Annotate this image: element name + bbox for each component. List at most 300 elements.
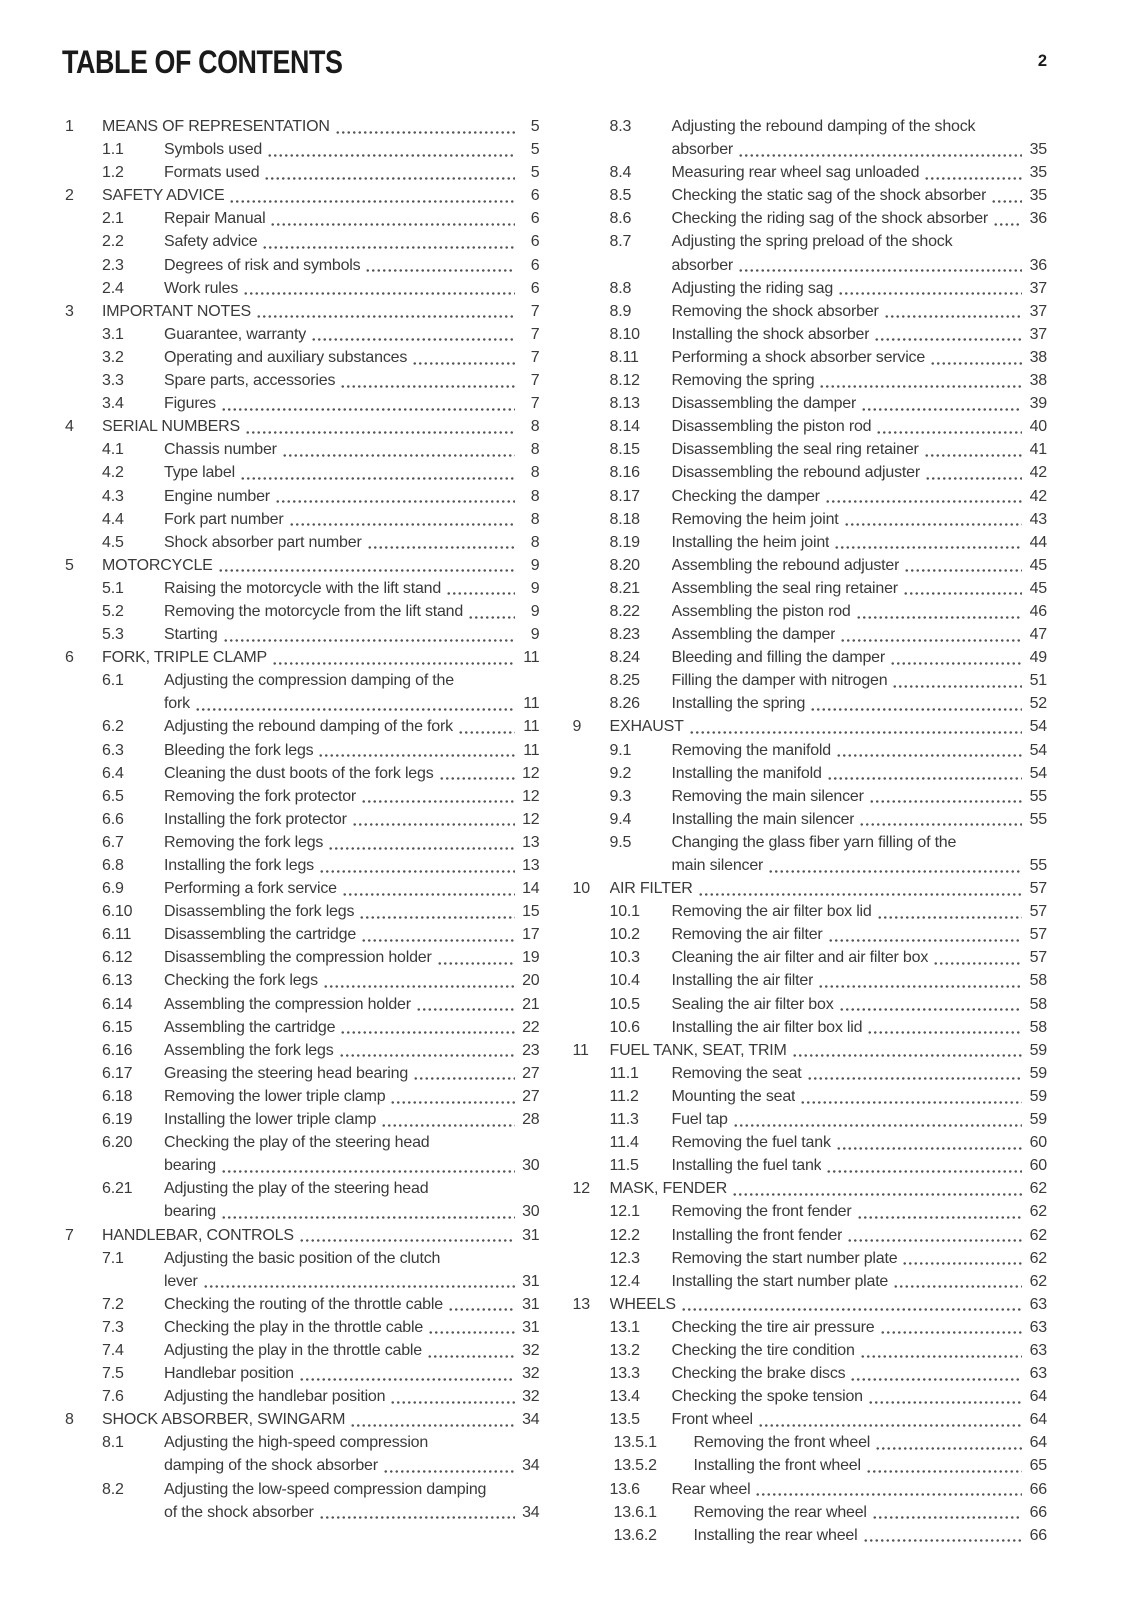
toc-entry-number: 13.5.2: [613, 1457, 657, 1475]
toc-entry-number: 4.4: [102, 510, 124, 528]
toc-entry: [62, 1039, 540, 1062]
toc-entry-lastline: [672, 1362, 1048, 1385]
dot-leader: [880, 1330, 1023, 1335]
toc-entry-number: 6.6: [102, 810, 124, 828]
toc-entry: [62, 623, 540, 646]
toc-entry: [62, 600, 540, 623]
dot-leader: [738, 268, 1022, 273]
toc-entry-title: Adjusting the rebound damping of the fork: [164, 718, 453, 736]
toc-entry-number: 6.1: [102, 672, 124, 690]
toc-entry: [570, 300, 1048, 323]
dot-leader: [825, 499, 1022, 504]
toc-entry-title: absorber: [671, 141, 734, 159]
toc-entry-page: 21: [522, 995, 540, 1013]
toc-entry-number: 10.1: [609, 903, 640, 921]
toc-entry-lastline: [164, 854, 540, 877]
toc-entry-page: 35: [1029, 141, 1047, 159]
toc-entry-number: 3: [65, 302, 74, 320]
toc-entry-body: [672, 1270, 1048, 1293]
dot-leader: [792, 1053, 1022, 1058]
toc-entry-lastline: [164, 138, 540, 161]
toc-entry-page: 36: [1029, 256, 1047, 274]
toc-entry: [570, 1131, 1048, 1154]
toc-entry-number: 8.20: [609, 556, 640, 574]
toc-entry: [570, 1270, 1048, 1293]
toc-entry: [570, 438, 1048, 461]
toc-entry-lastline: [672, 184, 1048, 207]
dot-leader: [262, 245, 514, 250]
dot-leader: [903, 591, 1022, 596]
toc-entry-body: [672, 969, 1048, 992]
toc-entry-body: [672, 392, 1048, 415]
dot-leader: [221, 407, 515, 412]
toc-entry-body: [102, 646, 540, 669]
toc-entry: [62, 1293, 540, 1316]
toc-entry: [62, 1385, 540, 1408]
dot-leader: [867, 1030, 1022, 1035]
toc-entry-page: 31: [522, 1226, 540, 1244]
toc-entry: [570, 1501, 1048, 1524]
toc-entry-number: 10.2: [609, 926, 640, 944]
dot-leader: [818, 984, 1022, 989]
toc-entry-title: Bleeding the fork legs: [164, 741, 314, 759]
toc-entry-page: 32: [522, 1341, 540, 1359]
toc-entry-number: 4.2: [102, 464, 124, 482]
toc-entry-number: 6.18: [102, 1087, 133, 1105]
toc-entry-lastline: [672, 161, 1048, 184]
toc-entry-page: 9: [530, 556, 540, 574]
toc-entry-page: 60: [1029, 1134, 1047, 1152]
dot-leader: [866, 1469, 1022, 1474]
toc-entry-lastline: [164, 230, 540, 253]
toc-entry-lastline: [164, 923, 540, 946]
toc-entry: [570, 184, 1048, 207]
toc-entry-number: 3.4: [102, 395, 124, 413]
toc-entry: [62, 900, 540, 923]
toc-entry-body: [672, 1062, 1048, 1085]
toc-entry-title: Mounting the seat: [671, 1087, 796, 1105]
toc-entry-number: 7.1: [102, 1249, 124, 1267]
dot-leader: [892, 684, 1022, 689]
toc-entry-title: bearing: [164, 1203, 216, 1221]
toc-entry: [570, 485, 1048, 508]
toc-entry-page: 43: [1029, 510, 1047, 528]
dot-leader: [446, 591, 514, 596]
toc-entry: [570, 1085, 1048, 1108]
toc-entry-lastline: [102, 646, 540, 669]
toc-entry: [62, 1085, 540, 1108]
toc-entry: [62, 207, 540, 230]
dot-leader: [904, 568, 1022, 573]
toc-entry: [62, 115, 540, 138]
toc-entry-title: Installing the start number plate: [671, 1272, 889, 1290]
dot-leader: [838, 291, 1022, 296]
toc-entry-title: FUEL TANK, SEAT, TRIM: [609, 1041, 787, 1059]
toc-entry-lastline: [672, 1131, 1048, 1154]
toc-entry-lastline: [672, 415, 1048, 438]
toc-entry-number: 9.5: [609, 833, 632, 851]
dot-leader: [342, 892, 515, 897]
dot-leader: [893, 1284, 1022, 1289]
toc-entry: [570, 877, 1048, 900]
toc-entry: [62, 1131, 540, 1177]
toc-entry-page: 36: [1029, 210, 1047, 228]
toc-entry: [570, 762, 1048, 785]
toc-entry-page: 58: [1029, 972, 1047, 990]
toc-entry: [62, 1362, 540, 1385]
toc-entry-page: 59: [1029, 1111, 1047, 1129]
toc-entry-number: 5: [65, 556, 74, 574]
toc-entry-page: 54: [1029, 764, 1047, 782]
dot-leader: [468, 615, 514, 620]
dot-leader: [339, 1053, 515, 1058]
dot-leader: [732, 1192, 1022, 1197]
dot-leader: [361, 799, 514, 804]
toc-entry-title: Checking the play in the throttle cable: [164, 1318, 424, 1336]
toc-entry-title: IMPORTANT NOTES: [102, 302, 252, 320]
toc-entry-lastline: [164, 438, 540, 461]
toc-entry-lastline: [672, 1062, 1048, 1085]
dot-leader: [428, 1330, 514, 1335]
dot-leader: [836, 753, 1022, 758]
toc-entry-lastline: [672, 1339, 1048, 1362]
toc-entry-number: 7.4: [102, 1341, 124, 1359]
dot-leader: [834, 545, 1022, 550]
toc-entry: [570, 1016, 1048, 1039]
toc-entry-body: [164, 739, 540, 762]
toc-entry-title: Degrees of risk and symbols: [164, 256, 361, 274]
toc-entry-body: [164, 1108, 540, 1131]
toc-entry-lastline: [164, 877, 540, 900]
dot-leader: [359, 915, 514, 920]
toc-entry-lastline: [672, 623, 1048, 646]
toc-entry-body: [164, 1478, 540, 1524]
toc-entry-lastline: [672, 1270, 1048, 1293]
toc-entry: [62, 230, 540, 253]
dot-leader: [289, 522, 515, 527]
toc-entry-page: 13: [522, 833, 540, 851]
toc-entry-page: 51: [1029, 672, 1047, 690]
dot-leader: [826, 1169, 1022, 1174]
toc-entry: [570, 531, 1048, 554]
toc-entry: [570, 1316, 1048, 1339]
page-header: [62, 46, 1047, 78]
toc-entry-lastline: [672, 346, 1048, 369]
toc-entry: [570, 161, 1048, 184]
dot-leader: [861, 407, 1022, 412]
toc-entry-number: 6.3: [102, 741, 124, 759]
toc-entry-title: Assembling the damper: [671, 626, 836, 644]
dot-leader: [874, 337, 1022, 342]
toc-entry-page: 6: [530, 210, 540, 228]
toc-entry-title-line: Adjusting the play of the steering head: [164, 1180, 429, 1198]
toc-entry-body: [102, 1408, 540, 1431]
toc-entry: [570, 415, 1048, 438]
toc-entry-body: [672, 346, 1048, 369]
toc-entry-title: Installing the fuel tank: [671, 1157, 822, 1175]
toc-entry: [570, 207, 1048, 230]
toc-entry: [62, 531, 540, 554]
toc-entry-number: 4.3: [102, 487, 124, 505]
toc-entry-body: [672, 277, 1048, 300]
toc-entry-title: Removing the start number plate: [671, 1249, 898, 1267]
toc-entry-number: 6.13: [102, 972, 133, 990]
toc-entry-title: Assembling the piston rod: [671, 602, 851, 620]
toc-entry-number: 9.3: [609, 787, 632, 805]
toc-entry: [62, 877, 540, 900]
dot-leader: [381, 1123, 514, 1128]
dot-leader: [819, 384, 1022, 389]
toc-entry-body: [164, 346, 540, 369]
toc-entry-lastline: [164, 715, 540, 738]
dot-leader: [875, 1446, 1022, 1451]
toc-entry-lastline: [164, 600, 540, 623]
toc-entry: [570, 369, 1048, 392]
dot-leader: [365, 268, 514, 273]
toc-entry-page: 58: [1029, 1018, 1047, 1036]
toc-entry-lastline: [694, 1524, 1048, 1547]
toc-entry-body: [164, 369, 540, 392]
toc-entry-body: [164, 900, 540, 923]
toc-entry-number: 5.3: [102, 626, 124, 644]
toc-entry-body: [610, 877, 1048, 900]
toc-entry-number: 8.17: [609, 487, 640, 505]
toc-entry: [570, 508, 1048, 531]
toc-entry-page: 65: [1029, 1457, 1047, 1475]
toc-entry-page: 44: [1029, 533, 1047, 551]
toc-entry-lastline: [672, 1154, 1048, 1177]
toc-entry-body: [610, 715, 1048, 738]
toc-entry-page: 62: [1029, 1249, 1047, 1267]
toc-entry-lastline: [672, 692, 1048, 715]
toc-entry-page: 8: [530, 441, 540, 459]
dot-leader: [993, 222, 1022, 227]
toc-entry-body: [672, 438, 1048, 461]
toc-entry-body: [164, 600, 540, 623]
dot-leader: [872, 1515, 1022, 1520]
toc-entry-page: 66: [1029, 1503, 1047, 1521]
toc-entry-number: 11.1: [609, 1064, 639, 1082]
toc-column-left: [62, 115, 540, 1547]
toc-entry-title: Adjusting the handlebar position: [164, 1388, 386, 1406]
toc-entry: [62, 785, 540, 808]
dot-leader: [863, 1538, 1023, 1543]
toc-entry-title: SERIAL NUMBERS: [102, 418, 240, 436]
toc-entry-lastline: [164, 785, 540, 808]
toc-entry-page: 7: [530, 348, 540, 366]
toc-entry-title: Raising the motorcycle with the lift stand: [164, 579, 442, 597]
toc-entry-lastline: [164, 161, 540, 184]
toc-entry-body: [672, 831, 1048, 877]
toc-entry-page: 42: [1029, 464, 1047, 482]
dot-leader: [203, 1284, 515, 1289]
dot-leader: [223, 638, 515, 643]
toc-entry-page: 62: [1029, 1180, 1047, 1198]
toc-entry-body: [672, 323, 1048, 346]
toc-entry-number: 8.19: [609, 533, 640, 551]
toc-entry: [62, 1177, 540, 1223]
toc-entry: [62, 1062, 540, 1085]
toc-entry-title: Type label: [164, 464, 235, 482]
toc-entry-body: [672, 577, 1048, 600]
toc-entry-body: [164, 1016, 540, 1039]
toc-entry: [62, 461, 540, 484]
toc-entry-title: of the shock absorber: [164, 1503, 314, 1521]
toc-entry: [570, 1177, 1048, 1200]
toc-entry: [570, 623, 1048, 646]
toc-entry-lastline: [164, 739, 540, 762]
toc-entry-number: 6.15: [102, 1018, 133, 1036]
toc-entry-page: 39: [1029, 395, 1047, 413]
toc-entry-page: 52: [1029, 695, 1047, 713]
toc-entry-page: 40: [1029, 418, 1047, 436]
toc-entry: [570, 1339, 1048, 1362]
toc-entry-page: 55: [1029, 787, 1047, 805]
toc-entry-title: Removing the main silencer: [671, 787, 864, 805]
toc-entry-page: 32: [522, 1365, 540, 1383]
toc-entry-number: 13.2: [609, 1341, 640, 1359]
toc-entry-number: 6.16: [102, 1041, 133, 1059]
toc-entry-page: 7: [530, 325, 540, 343]
toc-entry-title: SAFETY ADVICE: [102, 187, 225, 205]
toc-entry-page: 7: [530, 302, 540, 320]
toc-entry-body: [164, 531, 540, 554]
toc-entry-page: 35: [1029, 164, 1047, 182]
toc-entry-body: [164, 762, 540, 785]
toc-entry-lastline: [164, 1108, 540, 1131]
toc-entry-title: MASK, FENDER: [609, 1180, 728, 1198]
toc-entry: [62, 277, 540, 300]
toc-entry-number: 1.2: [102, 164, 124, 182]
toc-entry-number: 7.5: [102, 1365, 124, 1383]
dot-leader: [361, 938, 514, 943]
dot-leader: [810, 707, 1022, 712]
toc-entry-number: 7: [65, 1226, 74, 1244]
toc-entry-title: Removing the fuel tank: [671, 1134, 831, 1152]
toc-entry-number: 6.9: [102, 880, 124, 898]
toc-entry-lastline: [672, 1385, 1048, 1408]
toc-entry-body: [164, 508, 540, 531]
toc-entry: [62, 577, 540, 600]
toc-entry-body: [672, 1408, 1048, 1431]
toc-entry-page: 63: [1029, 1365, 1047, 1383]
toc-entry-lastline: [102, 300, 540, 323]
toc-entry-body: [672, 300, 1048, 323]
toc-entry-page: 31: [522, 1295, 540, 1313]
toc-entry: [570, 1108, 1048, 1131]
toc-entry-body: [672, 1247, 1048, 1270]
toc-column-right: [570, 115, 1048, 1547]
toc-entry-number: 6.20: [102, 1134, 133, 1152]
toc-entry-number: 3.1: [102, 325, 124, 343]
toc-entry: [62, 369, 540, 392]
toc-entry-body: [672, 554, 1048, 577]
toc-entry: [570, 1247, 1048, 1270]
toc-entry: [570, 669, 1048, 692]
toc-entry-lastline: [164, 485, 540, 508]
toc-entry-number: 8.18: [609, 510, 640, 528]
toc-entry-page: 14: [522, 880, 540, 898]
toc-entry-number: 10.6: [609, 1018, 640, 1036]
toc-entry: [570, 392, 1048, 415]
toc-entry-body: [694, 1524, 1048, 1547]
toc-entry: [570, 1385, 1048, 1408]
dot-leader: [240, 476, 515, 481]
toc-entry-number: 8.12: [609, 372, 640, 390]
toc-entry-title: Safety advice: [164, 233, 258, 251]
dot-leader: [877, 915, 1022, 920]
dot-leader: [319, 1515, 515, 1520]
toc-entry-number: 7.6: [102, 1388, 124, 1406]
toc-entry-title: Checking the spoke tension: [671, 1388, 863, 1406]
toc-entry-title: Installing the heim joint: [671, 533, 830, 551]
toc-entry: [570, 1200, 1048, 1223]
dot-leader: [847, 1238, 1022, 1243]
toc-entry-lastline: [672, 646, 1048, 669]
toc-entry-title-line: Changing the glass fiber yarn filling of the: [671, 833, 957, 851]
toc-entry-number: 13.1: [609, 1318, 640, 1336]
toc-entry-body: [164, 1247, 540, 1293]
toc-entry-page: 62: [1029, 1203, 1047, 1221]
dot-leader: [319, 869, 515, 874]
toc-entry-title-line: Adjusting the low-speed compression damping: [164, 1480, 487, 1498]
toc-entry-page: 8: [530, 418, 540, 436]
dot-leader: [807, 1076, 1022, 1081]
toc-entry-page: 6: [530, 279, 540, 297]
toc-entry-body: [672, 1385, 1048, 1408]
toc-entry-number: 8.16: [609, 464, 640, 482]
toc-entry: [62, 554, 540, 577]
toc-entry-body: [102, 184, 540, 207]
toc-entry-number: 6.14: [102, 995, 133, 1013]
toc-entry-page: 60: [1029, 1157, 1047, 1175]
toc-entry-title: Figures: [164, 395, 216, 413]
toc-entry-title: Bleeding and filling the damper: [671, 649, 886, 667]
toc-entry-number: 8.14: [609, 418, 640, 436]
toc-entry-lastline: [164, 508, 540, 531]
toc-entry-title: Assembling the seal ring retainer: [671, 579, 898, 597]
toc-entry-title: Disassembling the seal ring retainer: [671, 441, 919, 459]
toc-entry-page: 66: [1029, 1480, 1047, 1498]
toc-entry-lastline: [672, 993, 1048, 1016]
dot-leader: [229, 199, 514, 204]
toc-entry-title-line: Adjusting the spring preload of the shock: [671, 233, 953, 251]
dot-leader: [857, 1215, 1023, 1220]
toc-entry-page: 8: [530, 487, 540, 505]
toc-entry-lastline: [672, 1085, 1048, 1108]
toc-entry-number: 8.3: [609, 118, 632, 135]
toc-entry-page: 5: [530, 164, 540, 182]
toc-entry-page: 55: [1029, 810, 1047, 828]
dot-leader: [413, 1076, 514, 1081]
toc-entry-lastline: [672, 277, 1048, 300]
toc-entry: [570, 739, 1048, 762]
dot-leader: [218, 568, 515, 573]
toc-entry: [62, 669, 540, 715]
toc-entry-page: 49: [1029, 649, 1047, 667]
dot-leader: [448, 1307, 515, 1312]
toc-entry-number: 13.6.1: [613, 1503, 657, 1521]
toc-entry-body: [164, 854, 540, 877]
toc-entry-number: 12.2: [609, 1226, 640, 1244]
toc-entry-title: Operating and auxiliary substances: [164, 348, 408, 366]
toc-entry-number: 11.3: [609, 1111, 639, 1129]
toc-entry: [62, 1224, 540, 1247]
toc-entry-number: 13.6: [609, 1480, 640, 1498]
toc-entry-title: Installing the air filter box lid: [671, 1018, 863, 1036]
toc-entry-number: 10.5: [609, 995, 640, 1013]
dot-leader: [275, 499, 515, 504]
